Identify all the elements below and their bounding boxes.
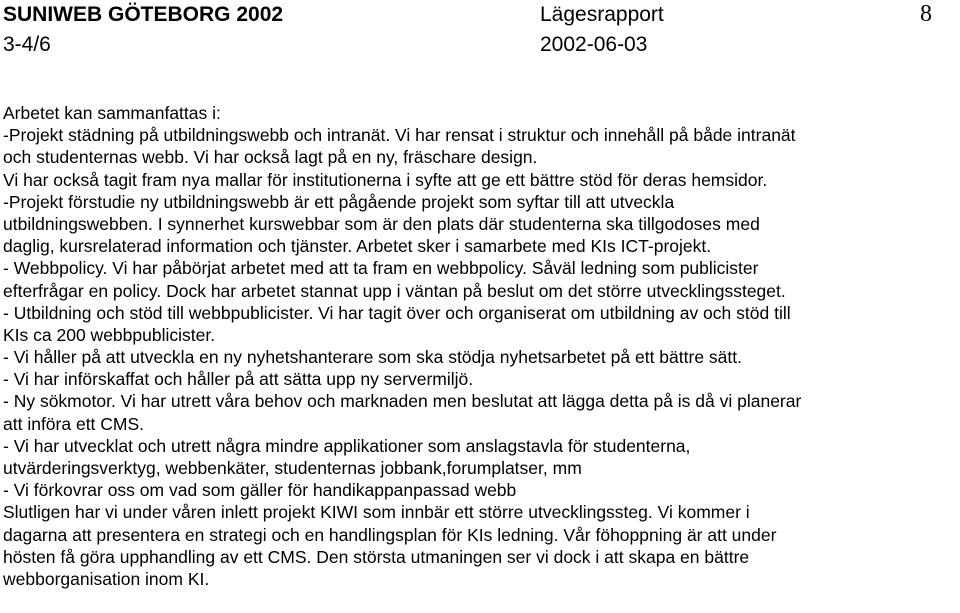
body-line: efterfrågar en policy. Dock har arbetet stannat upp i väntan på beslut om det större utvecklingssteget. [3, 280, 786, 301]
body-line: utbildningswebben. I synnerhet kurswebbar som är den plats där studenterna ska tillgodoses med [3, 213, 760, 234]
body-line: dagarna att presentera en strategi och en handlingsplan för KIs ledning. Vår föhoppning är att under [3, 524, 777, 545]
body-line: - Utbildning och stöd till webbpublicister. Vi har tagit över och organiserat om utbildning av och stöd till [3, 302, 791, 323]
page-number: 8 [920, 1, 932, 27]
body-line: - Webbpolicy. Vi har påbörjat arbetet med att ta fram en webbpolicy. Såväl ledning som publicister [3, 258, 759, 279]
body-line: utvärderingsverktyg, webbenkäter, studenternas jobbank,forumplatser, mm [3, 458, 582, 478]
body-line: -Projekt förstudie ny utbildningswebb är ett pågående projekt som syftar till att utveckla [3, 191, 675, 212]
body-line: daglig, kursrelaterad information och tjänster. Arbetet sker i samarbete med KIs ICT-projekt. [3, 236, 712, 257]
body-line: - Vi håller på att utveckla en ny nyhetshanterare som ska stödja nyhetsarbetet på ett bättre sätt. [3, 347, 742, 368]
report-body [3, 102, 958, 590]
body-line: hösten få göra upphandling av ett CMS. Den största utmaningen ser vi dock i att skapa en bättre [3, 546, 750, 567]
body-line: webborganisation inom KI. [3, 568, 210, 589]
body-line: - Ny sökmotor. Vi har utrett våra behov och marknaden men beslutat att lägga detta på is då vi planerar [3, 391, 802, 412]
body-line: Vi har också tagit fram nya mallar för institutionerna i syfte att ge ett bättre stöd för deras hemsidor. [3, 169, 768, 190]
body-line: - Vi har utvecklat och utrett några mindre applikationer som anslagstavla för studenterna, [3, 435, 691, 456]
date-range: 3-4/6 [3, 33, 51, 56]
body-line: och studenternas webb. Vi har också lagt på en ny, fräschare design. [3, 147, 538, 168]
body-line: Arbetet kan sammanfattas i: [3, 103, 221, 123]
organization-title: SUNIWEB GÖTEBORG 2002 [3, 3, 284, 26]
report-date: 2002-06-03 [540, 33, 648, 56]
body-line: - Vi har införskaffat och håller på att sätta upp ny servermiljö. [3, 369, 474, 390]
body-line: Slutligen har vi under våren inlett projekt KIWI som innbär ett större utvecklingssteg. Vi kommer i [3, 502, 750, 523]
page-header [0, 0, 960, 66]
body-line: - Vi förkovrar oss om vad som gäller för handikappanpassad webb [3, 480, 517, 501]
body-line: att införa ett CMS. [3, 413, 145, 434]
body-line: -Projekt städning på utbildningswebb och intranät. Vi har rensat i struktur och innehåll på både intranät [3, 125, 796, 146]
report-title: Lägesrapport [540, 3, 664, 26]
body-line: KIs ca 200 webbpublicister. [3, 324, 216, 345]
